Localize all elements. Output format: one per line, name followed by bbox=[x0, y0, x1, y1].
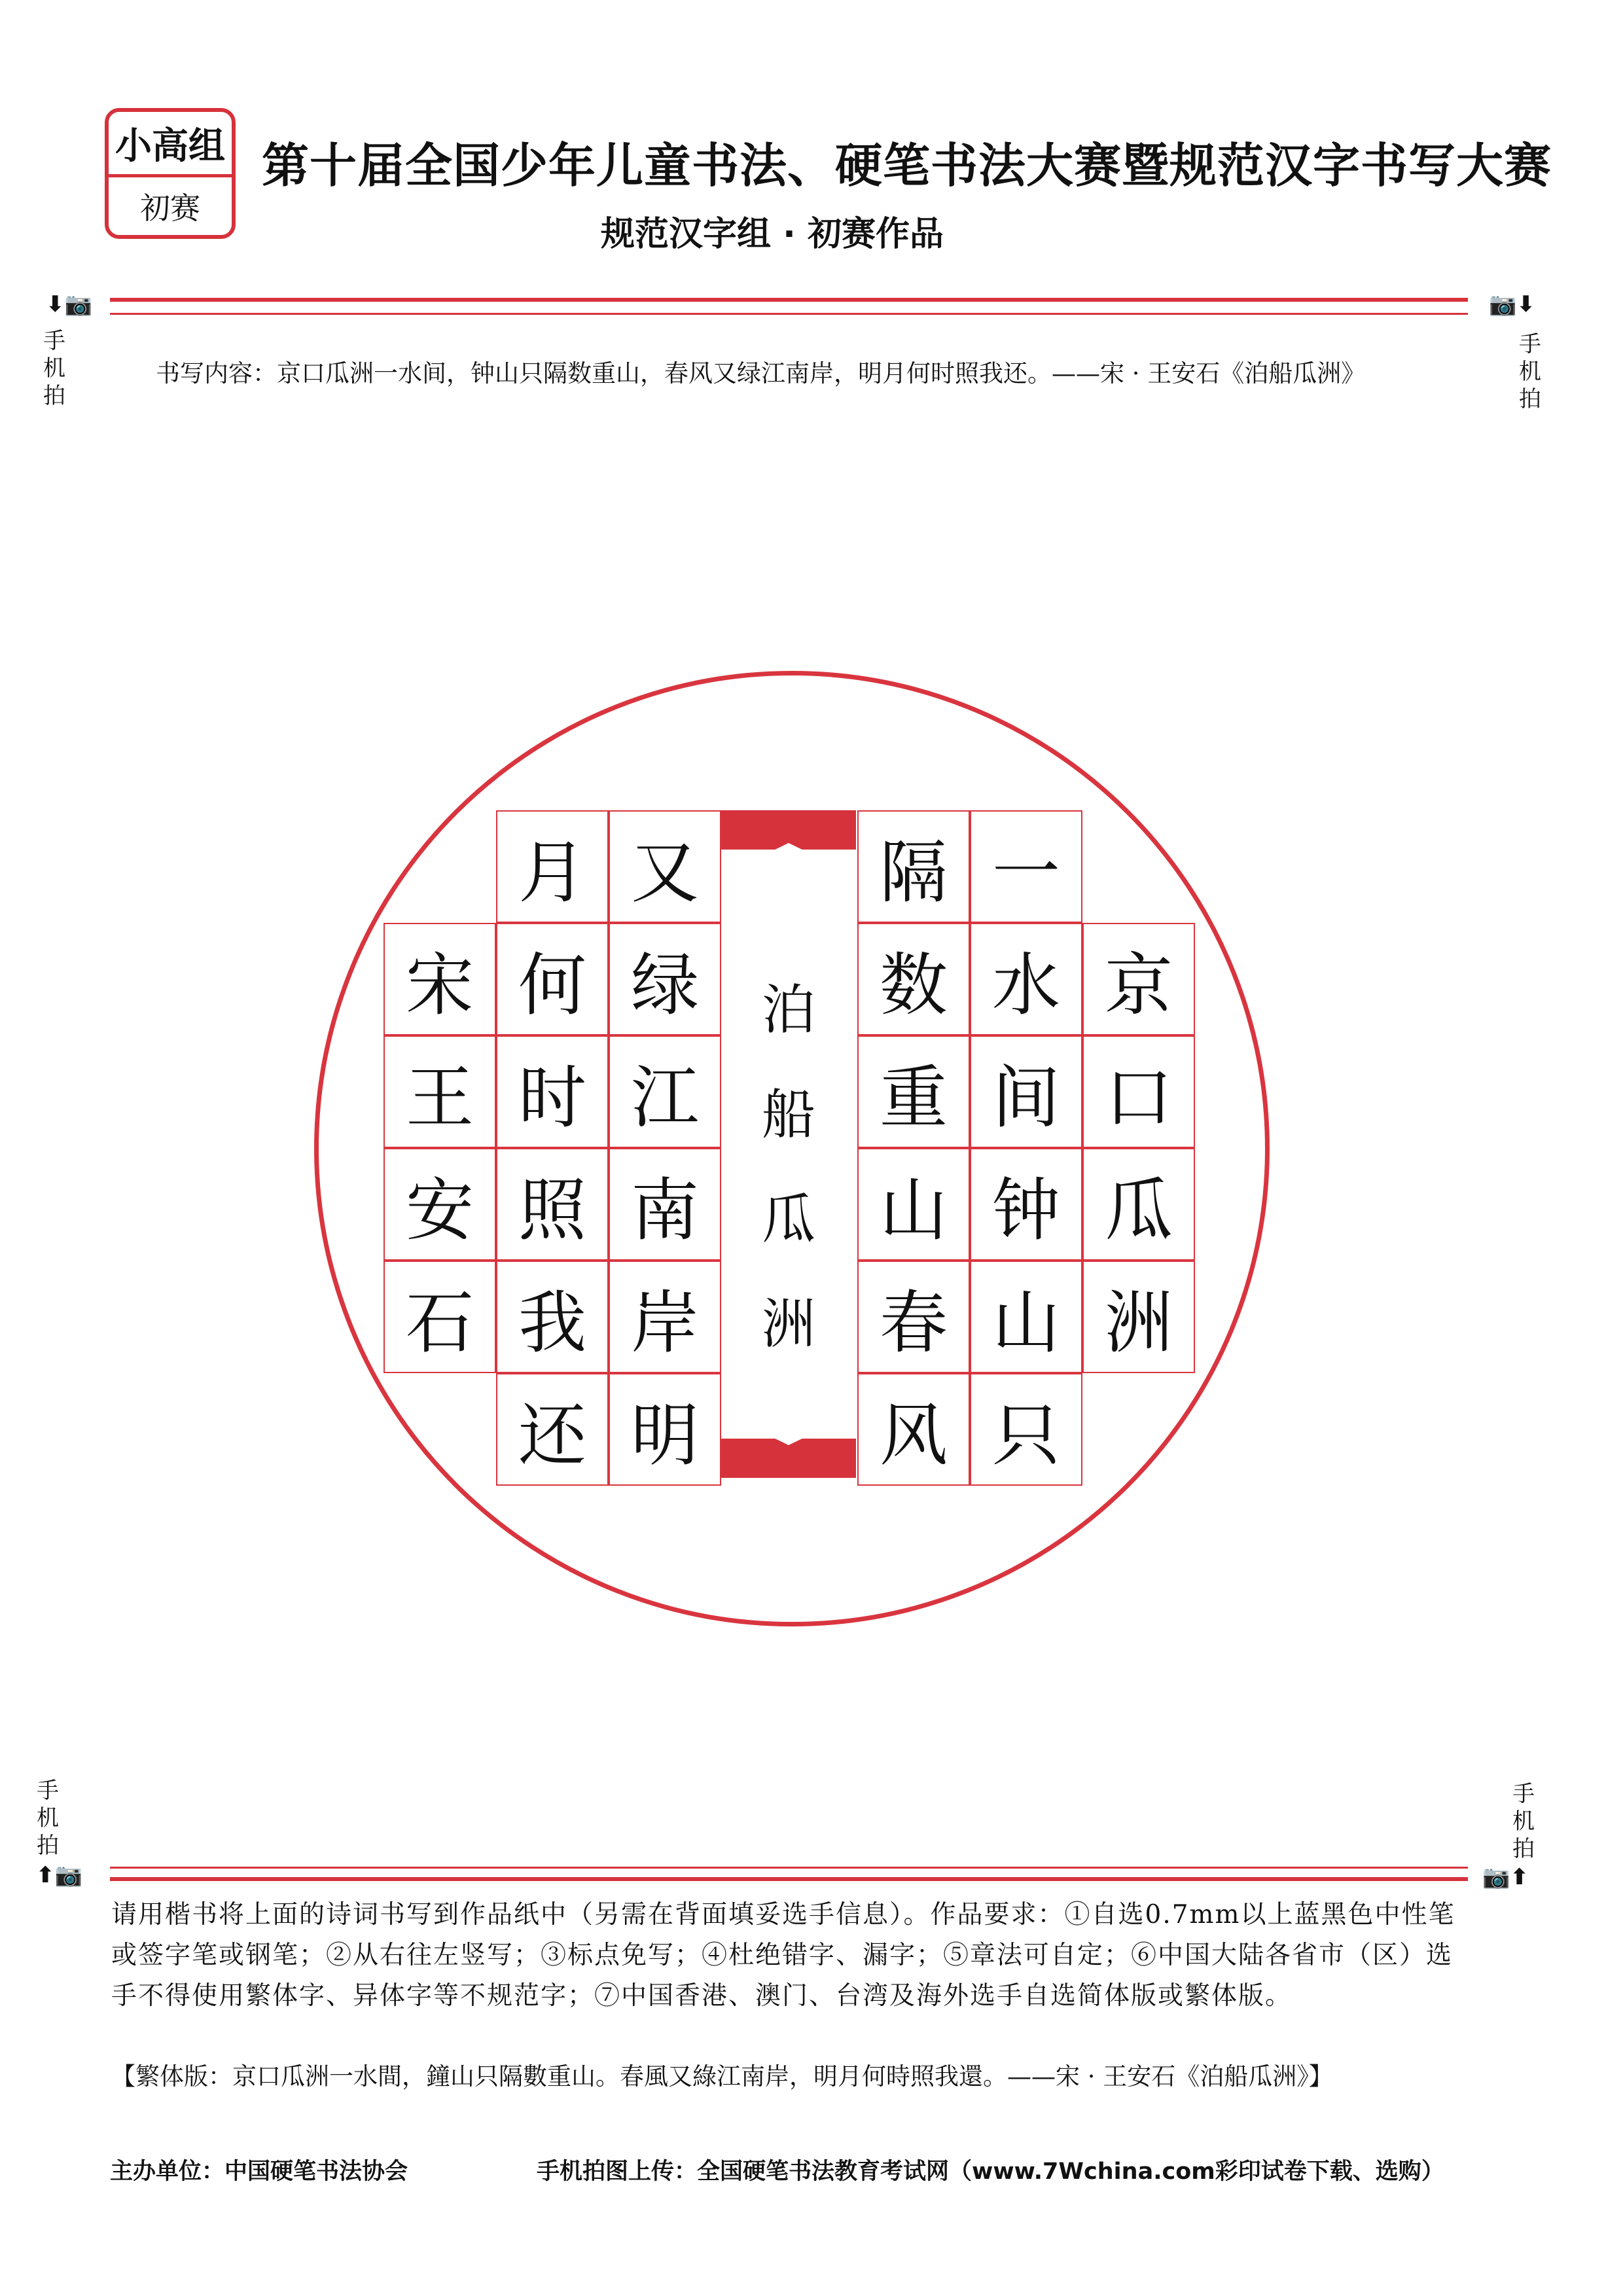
page-subtitle: 规范汉字组 · 初赛作品 bbox=[601, 215, 944, 254]
grid-cell: 宋 bbox=[383, 923, 496, 1035]
grid-cell: 山 bbox=[857, 1148, 970, 1261]
grid-cell: 一 bbox=[970, 810, 1082, 923]
grid-cell: 我 bbox=[496, 1261, 609, 1373]
grid-cell: 春 bbox=[857, 1261, 970, 1373]
camera-icon: 📷 bbox=[1482, 1864, 1510, 1890]
grid-cell: 只 bbox=[970, 1373, 1082, 1486]
instructions-text: 请用楷书将上面的诗词书写到作品纸中（另需在背面填妥选手信息）。作品要求：①自选0.7mm以上蓝黑色中性笔或签字笔或钢笔；②从右往左竖写；③标点免写；④杜绝错字、漏字；⑤章法可自定；⑥中国大陆各省市（区）选手不得使用繁体字、异体字等不规范字；⑦中国香港、澳门、台湾及海外选手自选简体版或繁体版。 bbox=[111, 1900, 1455, 2011]
grid-cell: 洲 bbox=[1082, 1261, 1195, 1373]
badge-stage-label: 初赛 bbox=[140, 190, 200, 226]
grid-cell: 重 bbox=[857, 1035, 970, 1148]
camera-icon: 📷 bbox=[64, 291, 92, 317]
footer-organizer: 主办单位：中国硬笔书法协会 bbox=[110, 2159, 408, 2185]
grid-cell: 月 bbox=[496, 810, 609, 923]
photo-label-char: 机 bbox=[37, 1805, 59, 1831]
grid-cell: 江 bbox=[609, 1035, 721, 1148]
camera-icon: 📷 bbox=[54, 1862, 82, 1888]
photo-label-char: 手 bbox=[1512, 1781, 1535, 1807]
poem-title-char: 泊 bbox=[761, 979, 815, 1041]
grid-cell: 口 bbox=[1082, 1035, 1195, 1148]
up-arrow-icon: ⬆ bbox=[1510, 1864, 1529, 1890]
footer-upload-info: 手机拍图上传：全国硬笔书法教育考试网（www.7Wchina.com彩印试卷下载、选购） bbox=[537, 2159, 1444, 2185]
traditional-version-text: 【繁体版：京口瓜洲一水間，鐘山只隔數重山。春風又綠江南岸，明月何時照我還。——宋 · 王安石《泊船瓜洲》】 bbox=[111, 2062, 1333, 2090]
grid-cell: 明 bbox=[609, 1373, 721, 1486]
photo-label-char: 机 bbox=[1512, 1808, 1535, 1835]
photo-label-char: 机 bbox=[43, 355, 65, 382]
poem-title-strip bbox=[721, 810, 856, 1478]
photo-label-char: 手 bbox=[43, 328, 65, 354]
photo-label-top-right bbox=[1517, 331, 1543, 413]
grid-cell: 隔 bbox=[857, 810, 970, 923]
camera-marker-top-left bbox=[46, 291, 92, 317]
grid-cell: 风 bbox=[857, 1373, 970, 1486]
grid-cell: 照 bbox=[496, 1148, 609, 1261]
grid-cell: 还 bbox=[496, 1373, 609, 1486]
photo-label-char: 拍 bbox=[1519, 386, 1541, 412]
top-rule-lower bbox=[110, 313, 1468, 315]
poem-title-char: 船 bbox=[761, 1084, 815, 1146]
grid-cell: 钟 bbox=[970, 1148, 1082, 1261]
grid-cell: 间 bbox=[970, 1035, 1082, 1148]
photo-label-bottom-left bbox=[35, 1777, 61, 1859]
photo-label-top-left bbox=[41, 327, 67, 410]
grid-cell: 京 bbox=[1082, 923, 1195, 1035]
photo-label-char: 手 bbox=[1519, 331, 1541, 357]
grid-cell: 数 bbox=[857, 923, 970, 1035]
photo-label-char: 拍 bbox=[37, 1833, 59, 1859]
camera-marker-bottom-left bbox=[36, 1862, 82, 1888]
top-rule-upper bbox=[110, 298, 1468, 302]
grid-cell: 王 bbox=[383, 1035, 496, 1148]
grid-cell: 时 bbox=[496, 1035, 609, 1148]
down-arrow-icon: ⬇ bbox=[1516, 291, 1535, 317]
up-arrow-icon: ⬆ bbox=[36, 1862, 55, 1888]
camera-icon: 📷 bbox=[1489, 291, 1517, 317]
bottom-rule-lower bbox=[110, 1877, 1468, 1881]
poem-title-char: 瓜 bbox=[761, 1189, 815, 1251]
badge-group-label: 小高组 bbox=[109, 112, 232, 177]
grid-cell: 山 bbox=[970, 1261, 1082, 1373]
grid-cell: 瓜 bbox=[1082, 1148, 1195, 1261]
bottom-rule-upper bbox=[110, 1867, 1468, 1869]
group-badge bbox=[105, 108, 236, 239]
grid-cell: 安 bbox=[383, 1148, 496, 1261]
grid-cell: 岸 bbox=[609, 1261, 721, 1373]
camera-marker-top-right bbox=[1489, 291, 1535, 317]
grid-cell: 何 bbox=[496, 923, 609, 1035]
photo-label-char: 拍 bbox=[1512, 1836, 1535, 1862]
poem-title-char: 洲 bbox=[761, 1293, 815, 1355]
grid-cell: 绿 bbox=[609, 923, 721, 1035]
photo-label-char: 机 bbox=[1519, 359, 1541, 385]
grid-cell: 石 bbox=[383, 1261, 496, 1373]
down-arrow-icon: ⬇ bbox=[46, 291, 65, 317]
grid-cell: 又 bbox=[609, 810, 721, 923]
photo-label-char: 手 bbox=[37, 1778, 59, 1804]
writing-content: 书写内容：京口瓜洲一水间，钟山只隔数重山，春风又绿江南岸，明月何时照我还。——宋 · 王安石《泊船瓜洲》 bbox=[156, 359, 1366, 387]
grid-cell: 水 bbox=[970, 923, 1082, 1035]
photo-label-char: 拍 bbox=[43, 383, 65, 409]
page-title: 第十届全国少年儿童书法、硬笔书法大赛暨规范汉字书写大赛 bbox=[262, 137, 1552, 193]
camera-marker-bottom-right bbox=[1482, 1864, 1529, 1890]
photo-label-bottom-right bbox=[1510, 1780, 1537, 1863]
grid-cell: 南 bbox=[609, 1148, 721, 1261]
